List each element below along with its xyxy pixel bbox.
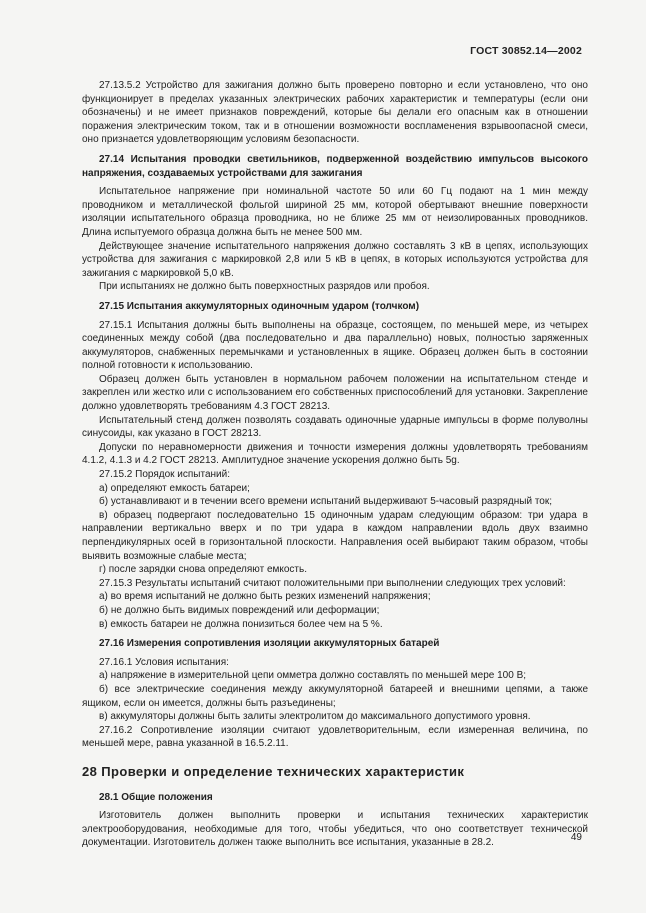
paragraph: Образец должен быть установлен в нормальном рабочем положении на испытательном стенде и закреплен или жестко или с использованием его собственных приспособлений для установки. Закрепление должно удовлетворять требованиям 4.3 ГОСТ 28213. [82, 373, 588, 413]
list-item: б) все электрические соединения между аккумуляторной батареей и внешними цепями, а также ящиком, если он имеется, должны быть разъединены; [82, 683, 588, 709]
paragraph: 27.13.5.2 Устройство для зажигания должно быть проверено повторно и если установлено, что оно функционирует в пределах указанных электрических рабочих характеристик и температуры (если они обозначены) и не имеет признаков повреждений, которые бы делали его опасным как в отношении поражения электрическим током, так и в отношении возможности воспламенения взрывоопасной смеси, оно признается удовлетворяющим условиям безопасности. [82, 80, 588, 146]
list-item: а) во время испытаний не должно быть резких изменений напряжения; [99, 591, 431, 603]
paragraph: 27.15.3 Результаты испытаний считают положительными при выполнении следующих трех условий: [99, 577, 566, 589]
paragraph: Изготовитель должен выполнить проверки и испытания технических характеристик электрооборудования, необходимые для того, чтобы убедиться, что оно соответствует технической документации. Изготовитель должен также выполнить все испытания, указанные в 28.2. [82, 810, 588, 849]
document-body [82, 79, 588, 850]
list-item: в) емкость батареи не должна понизиться более чем на 5 %. [99, 618, 383, 630]
paragraph: Испытательный стенд должен позволять создавать одиночные ударные импульсы в форме полуволны синусоиды, как указано в ГОСТ 28213. [82, 414, 588, 440]
list-item: а) определяют емкость батареи; [99, 482, 250, 494]
paragraph: Допуски по неравномерности движения и точности измерения должны удовлетворять требованиям 4.1.2, 4.1.3 и 4.2 ГОСТ 28213. Амплитудное значение ускорения должно быть 5g. [82, 441, 588, 467]
section-heading: 27.14 Испытания проводки светильников, подверженной воздействию импульсов высокого напряжения, создаваемых устройствами для зажигания [82, 153, 588, 179]
document-number-header: ГОСТ 30852.14—2002 [470, 45, 582, 57]
chapter-heading: 28 Проверки и определение технических характеристик [82, 763, 465, 779]
section-heading: 27.15 Испытания аккумуляторных одиночным ударом (толчком) [99, 300, 420, 312]
paragraph: 27.15.2 Порядок испытаний: [99, 469, 230, 481]
list-item: г) после зарядки снова определяют емкость. [99, 564, 308, 576]
list-item: в) аккумуляторы должны быть залиты электролитом до максимального допустимого уровня. [99, 711, 531, 723]
list-item: в) образец подвергают последовательно 15 одиночным ударам следующим образом: три удара в направлении вертикально вверх и по три удара в каждом направлении вдоль двух взаимно перпендикулярных осей в горизонтальной плоскости. Направления осей выбирают таким образом, чтобы выявить возможные слабые места; [82, 509, 588, 562]
paragraph: 27.15.1 Испытания должны быть выполнены на образце, состоящем, по меньшей мере, из четырех соединенных между собой (два последовательно и два параллельно) новых, полностью заряженных аккумуляторов, снабженных перемычками и установленных в ящике. Образец должен быть в состоянии полной готовности к использованию. [82, 319, 588, 372]
list-item: а) напряжение в измерительной цепи омметра должно составлять по меньшей мере 100 В; [99, 670, 527, 682]
list-item: б) устанавливают и в течении всего времени испытаний выдерживают 5-часовый разрядный ток; [99, 496, 553, 508]
list-item: б) не должно быть видимых повреждений или деформации; [99, 604, 380, 616]
page-number: 49 [570, 832, 582, 843]
paragraph: 27.16.2 Сопротивление изоляции считают удовлетворительным, если измеренная величина, по меньшей мере, равна указанной в 16.5.2.11. [82, 724, 588, 750]
section-heading: 28.1 Общие положения [99, 791, 213, 803]
section-heading: 27.16 Измерения сопротивления изоляции аккумуляторных батарей [99, 638, 440, 650]
paragraph: При испытаниях не должно быть поверхностных разрядов или пробоя. [99, 281, 430, 293]
paragraph: 27.16.1 Условия испытания: [99, 656, 229, 668]
paragraph: Испытательное напряжение при номинальной частоте 50 или 60 Гц подают на 1 мин между проводником и металлической фольгой шириной 25 мм, которой обертывают внешние поверхности изоляции испытательного образца проводника, но не ближе 25 мм от неизолированных проводников. Длина испытуемого образца должна быть не менее 500 мм. [82, 186, 588, 238]
paragraph: Действующее значение испытательного напряжения должно составлять 3 кВ в цепях, использующих устройства для зажигания с маркировкой 2,8 или 5 кВ в цепях, в которых используются устройства для зажигания с маркировкой 5,0 кВ. [82, 240, 588, 279]
